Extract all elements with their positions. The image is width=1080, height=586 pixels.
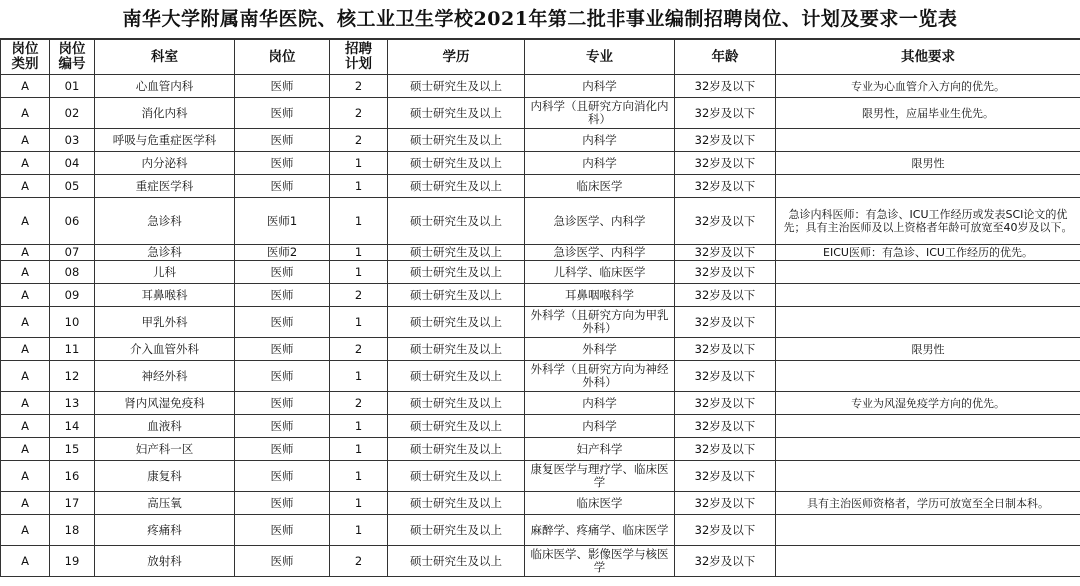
cell-age: 32岁及以下	[675, 129, 776, 152]
cell-type: A	[1, 307, 50, 338]
cell-post: 医师	[235, 492, 330, 515]
cell-req: 急诊内科医师：有急诊、ICU工作经历或发表SCI论文的优先；具有主治医师及以上资格者年龄可放宽至40岁及以下。	[776, 198, 1080, 245]
cell-dept: 介入血管外科	[95, 338, 235, 361]
cell-req	[776, 175, 1080, 198]
table-row	[1, 515, 1080, 546]
cell-edu: 硕士研究生及以上	[388, 515, 525, 546]
cell-age: 32岁及以下	[675, 152, 776, 175]
cell-type: A	[1, 98, 50, 129]
cell-code: 01	[50, 75, 95, 98]
cell-req	[776, 361, 1080, 392]
cell-plan: 1	[330, 261, 388, 284]
cell-dept: 耳鼻喉科	[95, 284, 235, 307]
cell-post: 医师	[235, 175, 330, 198]
cell-age: 32岁及以下	[675, 392, 776, 415]
cell-type: A	[1, 392, 50, 415]
recruitment-table	[0, 39, 1080, 577]
cell-code: 07	[50, 245, 95, 261]
cell-req	[776, 261, 1080, 284]
cell-post: 医师1	[235, 198, 330, 245]
cell-edu: 硕士研究生及以上	[388, 415, 525, 438]
table-row	[1, 129, 1080, 152]
cell-age: 32岁及以下	[675, 98, 776, 129]
cell-dept: 肾内风湿免疫科	[95, 392, 235, 415]
cell-post: 医师	[235, 438, 330, 461]
cell-req	[776, 415, 1080, 438]
cell-major: 内科学	[525, 152, 675, 175]
cell-plan: 1	[330, 492, 388, 515]
cell-major: 急诊医学、内科学	[525, 198, 675, 245]
cell-req	[776, 129, 1080, 152]
table-row	[1, 261, 1080, 284]
cell-post: 医师	[235, 415, 330, 438]
cell-dept: 消化内科	[95, 98, 235, 129]
cell-major: 临床医学	[525, 175, 675, 198]
cell-age: 32岁及以下	[675, 261, 776, 284]
cell-dept: 神经外科	[95, 361, 235, 392]
cell-post: 医师	[235, 361, 330, 392]
cell-major: 内科学	[525, 415, 675, 438]
cell-post: 医师	[235, 98, 330, 129]
cell-code: 12	[50, 361, 95, 392]
cell-dept: 疼痛科	[95, 515, 235, 546]
cell-code: 09	[50, 284, 95, 307]
cell-post: 医师	[235, 338, 330, 361]
cell-post: 医师	[235, 129, 330, 152]
cell-major: 临床医学	[525, 492, 675, 515]
table-row	[1, 415, 1080, 438]
cell-edu: 硕士研究生及以上	[388, 129, 525, 152]
cell-plan: 1	[330, 415, 388, 438]
cell-code: 16	[50, 461, 95, 492]
cell-major: 耳鼻咽喉科学	[525, 284, 675, 307]
cell-dept: 甲乳外科	[95, 307, 235, 338]
cell-major: 康复医学与理疗学、临床医学	[525, 461, 675, 492]
cell-age: 32岁及以下	[675, 515, 776, 546]
cell-type: A	[1, 492, 50, 515]
cell-edu: 硕士研究生及以上	[388, 461, 525, 492]
cell-edu: 硕士研究生及以上	[388, 361, 525, 392]
cell-dept: 呼吸与危重症医学科	[95, 129, 235, 152]
cell-major: 妇产科学	[525, 438, 675, 461]
cell-code: 08	[50, 261, 95, 284]
cell-code: 17	[50, 492, 95, 515]
cell-plan: 1	[330, 198, 388, 245]
cell-plan: 1	[330, 175, 388, 198]
cell-plan: 1	[330, 515, 388, 546]
cell-type: A	[1, 261, 50, 284]
cell-type: A	[1, 175, 50, 198]
cell-req	[776, 438, 1080, 461]
column-header-code: 岗位 编号	[50, 40, 95, 75]
column-header-edu: 学历	[388, 40, 525, 75]
cell-req: 限男性	[776, 152, 1080, 175]
cell-code: 14	[50, 415, 95, 438]
cell-post: 医师	[235, 307, 330, 338]
cell-code: 06	[50, 198, 95, 245]
cell-plan: 1	[330, 461, 388, 492]
cell-edu: 硕士研究生及以上	[388, 198, 525, 245]
table-row	[1, 75, 1080, 98]
cell-age: 32岁及以下	[675, 461, 776, 492]
cell-code: 10	[50, 307, 95, 338]
table-header-row	[1, 40, 1080, 75]
cell-post: 医师2	[235, 245, 330, 261]
cell-code: 03	[50, 129, 95, 152]
cell-dept: 妇产科一区	[95, 438, 235, 461]
cell-edu: 硕士研究生及以上	[388, 392, 525, 415]
cell-type: A	[1, 198, 50, 245]
cell-dept: 血液科	[95, 415, 235, 438]
cell-age: 32岁及以下	[675, 438, 776, 461]
cell-age: 32岁及以下	[675, 198, 776, 245]
cell-major: 急诊医学、内科学	[525, 245, 675, 261]
cell-post: 医师	[235, 284, 330, 307]
cell-major: 儿科学、临床医学	[525, 261, 675, 284]
cell-req: 限男性，应届毕业生优先。	[776, 98, 1080, 129]
cell-post: 医师	[235, 261, 330, 284]
cell-dept: 儿科	[95, 261, 235, 284]
table-row	[1, 438, 1080, 461]
table-row	[1, 492, 1080, 515]
table-row	[1, 198, 1080, 245]
cell-plan: 1	[330, 307, 388, 338]
table-row	[1, 307, 1080, 338]
table-row	[1, 98, 1080, 129]
cell-code: 05	[50, 175, 95, 198]
cell-age: 32岁及以下	[675, 307, 776, 338]
cell-edu: 硕士研究生及以上	[388, 175, 525, 198]
cell-plan: 2	[330, 129, 388, 152]
cell-type: A	[1, 415, 50, 438]
cell-plan: 2	[330, 338, 388, 361]
cell-type: A	[1, 245, 50, 261]
cell-age: 32岁及以下	[675, 361, 776, 392]
cell-edu: 硕士研究生及以上	[388, 338, 525, 361]
cell-edu: 硕士研究生及以上	[388, 438, 525, 461]
page-title: 南华大学附属南华医院、核工业卫生学校2021年第二批非事业编制招聘岗位、计划及要求一览表	[0, 0, 1080, 39]
cell-req: 专业为风湿免疫学方向的优先。	[776, 392, 1080, 415]
column-header-req: 其他要求	[776, 40, 1080, 75]
cell-req	[776, 515, 1080, 546]
cell-post: 医师	[235, 75, 330, 98]
cell-plan: 2	[330, 284, 388, 307]
cell-req	[776, 307, 1080, 338]
cell-dept: 急诊科	[95, 245, 235, 261]
cell-age: 32岁及以下	[675, 75, 776, 98]
cell-major: 外科学（且研究方向为甲乳外科）	[525, 307, 675, 338]
cell-type: A	[1, 338, 50, 361]
cell-age: 32岁及以下	[675, 245, 776, 261]
cell-dept: 康复科	[95, 461, 235, 492]
cell-post: 医师	[235, 461, 330, 492]
cell-plan: 2	[330, 98, 388, 129]
cell-post: 医师	[235, 546, 330, 577]
cell-major: 临床医学、影像医学与核医学	[525, 546, 675, 577]
cell-code: 18	[50, 515, 95, 546]
cell-req	[776, 546, 1080, 577]
cell-edu: 硕士研究生及以上	[388, 245, 525, 261]
cell-major: 内科学	[525, 75, 675, 98]
cell-edu: 硕士研究生及以上	[388, 261, 525, 284]
cell-major: 内科学	[525, 129, 675, 152]
column-header-type: 岗位 类别	[1, 40, 50, 75]
cell-post: 医师	[235, 392, 330, 415]
cell-edu: 硕士研究生及以上	[388, 492, 525, 515]
cell-dept: 内分泌科	[95, 152, 235, 175]
cell-age: 32岁及以下	[675, 284, 776, 307]
table-row	[1, 392, 1080, 415]
cell-edu: 硕士研究生及以上	[388, 284, 525, 307]
table-row	[1, 175, 1080, 198]
table-row	[1, 546, 1080, 577]
cell-plan: 2	[330, 546, 388, 577]
cell-code: 04	[50, 152, 95, 175]
cell-major: 内科学	[525, 392, 675, 415]
cell-edu: 硕士研究生及以上	[388, 75, 525, 98]
cell-type: A	[1, 438, 50, 461]
cell-age: 32岁及以下	[675, 175, 776, 198]
cell-type: A	[1, 361, 50, 392]
cell-plan: 1	[330, 438, 388, 461]
cell-dept: 心血管内科	[95, 75, 235, 98]
cell-major: 外科学	[525, 338, 675, 361]
cell-edu: 硕士研究生及以上	[388, 98, 525, 129]
column-header-dept: 科室	[95, 40, 235, 75]
column-header-post: 岗位	[235, 40, 330, 75]
cell-req: 专业为心血管介入方向的优先。	[776, 75, 1080, 98]
cell-code: 02	[50, 98, 95, 129]
column-header-major: 专业	[525, 40, 675, 75]
cell-type: A	[1, 129, 50, 152]
cell-age: 32岁及以下	[675, 492, 776, 515]
cell-req	[776, 461, 1080, 492]
cell-type: A	[1, 75, 50, 98]
cell-type: A	[1, 461, 50, 492]
table-row	[1, 245, 1080, 261]
cell-age: 32岁及以下	[675, 546, 776, 577]
cell-dept: 放射科	[95, 546, 235, 577]
cell-code: 19	[50, 546, 95, 577]
cell-type: A	[1, 515, 50, 546]
cell-type: A	[1, 546, 50, 577]
cell-req: EICU医师：有急诊、ICU工作经历的优先。	[776, 245, 1080, 261]
cell-type: A	[1, 284, 50, 307]
cell-age: 32岁及以下	[675, 338, 776, 361]
table-row	[1, 461, 1080, 492]
cell-major: 麻醉学、疼痛学、临床医学	[525, 515, 675, 546]
cell-major: 内科学（且研究方向消化内科）	[525, 98, 675, 129]
cell-dept: 急诊科	[95, 198, 235, 245]
cell-code: 15	[50, 438, 95, 461]
cell-plan: 2	[330, 392, 388, 415]
cell-req: 具有主治医师资格者，学历可放宽至全日制本科。	[776, 492, 1080, 515]
cell-plan: 2	[330, 75, 388, 98]
table-row	[1, 284, 1080, 307]
cell-plan: 1	[330, 245, 388, 261]
cell-major: 外科学（且研究方向为神经外科）	[525, 361, 675, 392]
cell-code: 11	[50, 338, 95, 361]
cell-edu: 硕士研究生及以上	[388, 307, 525, 338]
cell-dept: 重症医学科	[95, 175, 235, 198]
cell-code: 13	[50, 392, 95, 415]
cell-post: 医师	[235, 515, 330, 546]
column-header-plan: 招聘 计划	[330, 40, 388, 75]
cell-req	[776, 284, 1080, 307]
cell-edu: 硕士研究生及以上	[388, 546, 525, 577]
cell-plan: 1	[330, 361, 388, 392]
cell-plan: 1	[330, 152, 388, 175]
cell-type: A	[1, 152, 50, 175]
cell-req: 限男性	[776, 338, 1080, 361]
cell-post: 医师	[235, 152, 330, 175]
cell-age: 32岁及以下	[675, 415, 776, 438]
cell-dept: 高压氧	[95, 492, 235, 515]
cell-edu: 硕士研究生及以上	[388, 152, 525, 175]
column-header-age: 年龄	[675, 40, 776, 75]
table-row	[1, 361, 1080, 392]
table-row	[1, 338, 1080, 361]
table-row	[1, 152, 1080, 175]
